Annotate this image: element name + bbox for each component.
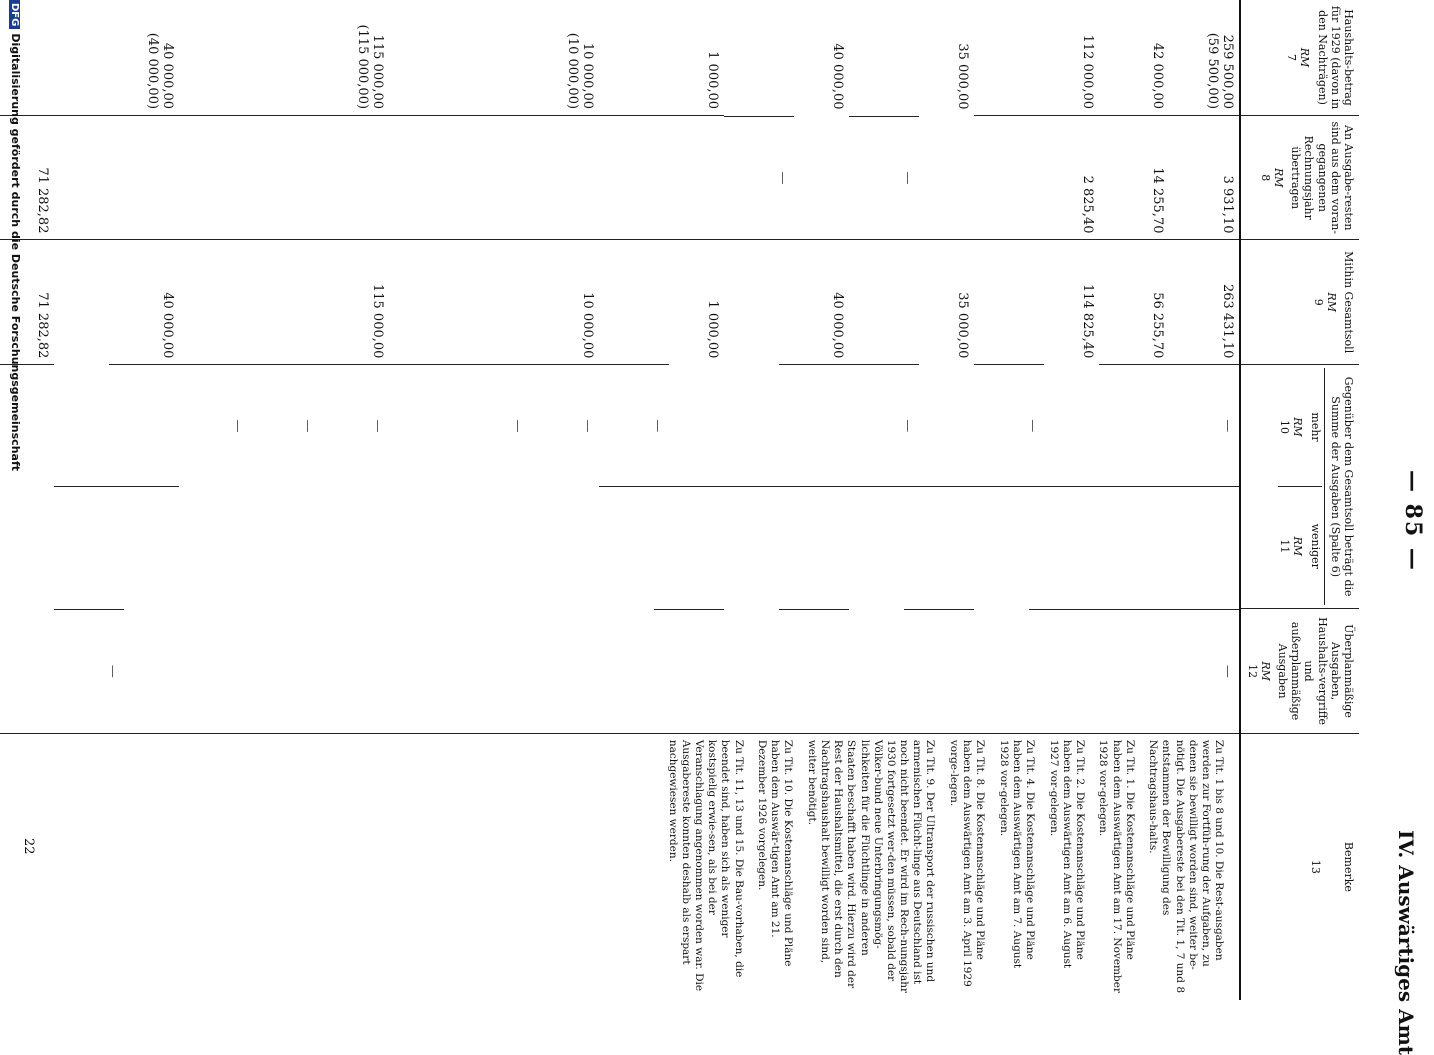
header-col-9: Mithin Gesamtsoll RM 9: [1241, 240, 1360, 364]
note: Zu Tit. 8. Die Kostenanschläge und Pläne haben dem Auswärtigen Amt am 3. April 1929 vorge-legen.: [947, 739, 987, 987]
note: Zu Tit. 4. Die Kostenanschläge und Pläne haben dem Auswärtigen Amt am 7. August 1928 vor-gelegen.: [997, 739, 1036, 969]
header-col-7: Haushalts-betrag für 1929 (davon in den Nachträgen) RM 7: [1241, 0, 1360, 116]
page-number: — 85 —: [1400, 470, 1426, 572]
table-row: 40 000,00 — 40 000,00: [725, 0, 850, 1000]
table-row: 10 000,00 (10 000,00) 10 000,00 — —: [390, 0, 600, 1000]
table-row: 112 000,00 2 825,40 114 825,40 —: [975, 0, 1100, 1000]
page-header: [1386, 0, 1426, 1055]
note: Zu Tit. 10. Die Kostenanschläge und Pläne haben dem Auswär-tigen Amt am 21. Dezember 1926 vorgelegen.: [756, 739, 795, 967]
table-row: 71 282,82 71 282,82: [0, 0, 55, 1000]
table-row: 35 000,00 — 35 000,00 —: [850, 0, 975, 1000]
footer-page-number: 22: [21, 838, 36, 855]
table-row: 1 000,00 1 000,00 —: [600, 0, 725, 1000]
header-group-comparison: Gegenüber dem Gesamtsoll beträgt die Summe der Ausgaben (Spalte 6) mehr RM 10 weniger RM 11: [1241, 364, 1360, 608]
digitization-credit: DFGDigitalisierung gefördert durch die Deutsche Forschungsgemeinschaft: [9, 0, 22, 471]
table-row: 40 000,00 (40 000,00) 40 000,00 —: [55, 0, 180, 1000]
header-col-8: An Ausgabe-resten sind aus dem voran-gegangenen Rechnungsjahr übertragen RM 8: [1241, 116, 1360, 240]
dfg-logo: DFG: [9, 0, 20, 29]
note: Zu Tit. 9. Der Ultransport der russischen und armenischen Flücht-linge aus Deutschland ist noch nicht beendet. Er wird im Rech-nungsjahr 1930 fortgesetzt wer-den müssen, sobald der Völker-bund neue Unterbringungsmög-lichkeiten für die Flüchtlinge in anderen Staaten beschafft haben wird. Hierzu wird der Rest der Haushaltsmittel, die erst durch den Nachtragshaushalt bewilligt worden sind, weiter benötigt.: [806, 739, 937, 994]
note: Zu Tit. 1. Die Kostenanschläge und Pläne haben dem Auswärtigen Amt am 17. November 1928 vor-gelegen.: [1097, 739, 1136, 993]
page-footer: [0, 0, 40, 1000]
note: Zu Tit. 1 bis 8 und 10. Die Rest-ausgaben werden zur Fortfüh-rung der Aufgaben, zu denen sie bewilligt worden sind, weiter be-nötigt. Die Ausgabereste bei den Tit. 1, 7 und 8 entstammen der Bewilligung des Nachtragshaus-halts.: [1147, 739, 1225, 994]
note: Zu Tit. 2. Die Kostenanschläge und Pläne haben dem Auswärtigen Amt am 6. August 1927 vor-gelegen.: [1047, 739, 1086, 969]
section-title: IV. Auswärtiges Amt: [1394, 830, 1418, 1055]
table-header-row: [1241, 0, 1360, 1000]
table-row: 42 000,00 14 255,70 56 255,70: [1100, 0, 1170, 1000]
table-row: 259 500,00 (59 500,00) 3 931,10 263 431,10 — — Zu Tit. 1 bis 8 und 10. Die Rest-ausgaben werden zur Fortfüh-rung der Aufgaben, zu denen sie bewilligt worden sind, weiter be-nötigt. Die Ausgabereste bei den Tit. 1, 7 und 8 entstammen der Bewilligung des Nachtragshaus-halts. Zu Tit. 1. Die Kostenanschläge und Pläne haben dem Auswärtigen Amt am 17. November 1928 vor-gelegen. Zu Tit. 2. Die Kostenanschläge und Pläne haben dem Auswärtigen Amt am 6. August 1927 vor-gelegen. Zu Tit. 4. Die Kostenanschläge und Pläne haben dem Auswärtigen Amt am 7. August 1928 vor-gelegen. Zu Tit. 8. Die Kostenanschläge und Pläne haben dem Auswärtigen Amt am 3. April 1929 vorge-legen. Zu Tit. 9. Der Ultransport der russischen und armenischen Flücht-linge aus Deutschland ist noch nicht beendet. Er wird im Rech-nungsjahr 1930 fortgesetzt wer-den müssen, sobald der Völker-bund neue Unterbringungsmög-lichkeiten für die Flüchtlinge in anderen Staaten beschafft haben wird. Hierzu wird der Rest der Haushaltsmittel, die erst durch den Nachtragshaushalt bewilligt worden sind, weiter benötigt. Zu Tit. 10. Die Kostenanschläge und Pläne haben dem Auswär-tigen Amt am 21. Dezember 1926 vorgelegen. Zu Tit. 11, 13 und 15. Die Bau-vorhaben, die beendet sind, haben sich als weniger kostspielig erwie-sen, als bei der Veranschlagung angenommen worden war. Die Ausgabereste konnten deshalb als erspart nachgewiesen werden.: [1170, 0, 1241, 1000]
header-col-13: Bemerke 13: [1241, 733, 1360, 1000]
note: Zu Tit. 11, 13 und 15. Die Bau-vorhaben, die beendet sind, haben sich als weniger kostspielig erwie-sen, als bei der Veranschlagung angenommen worden war. Die Ausgabereste konnten deshalb als erspart nachgewiesen werden.: [667, 739, 745, 992]
header-col-12: Überplanmäßige Ausgaben, Haushalts-vergriffe und außerplanmäßige Ausgaben RM 12: [1241, 609, 1360, 733]
remarks-cell: [0, 733, 1241, 1000]
table-row: 115 000,00 (115 000,00) 115 000,00 — — —: [180, 0, 390, 1000]
header-col-10: mehr RM 10: [1278, 412, 1322, 442]
header-col-11: weniger RM 11: [1278, 486, 1322, 605]
